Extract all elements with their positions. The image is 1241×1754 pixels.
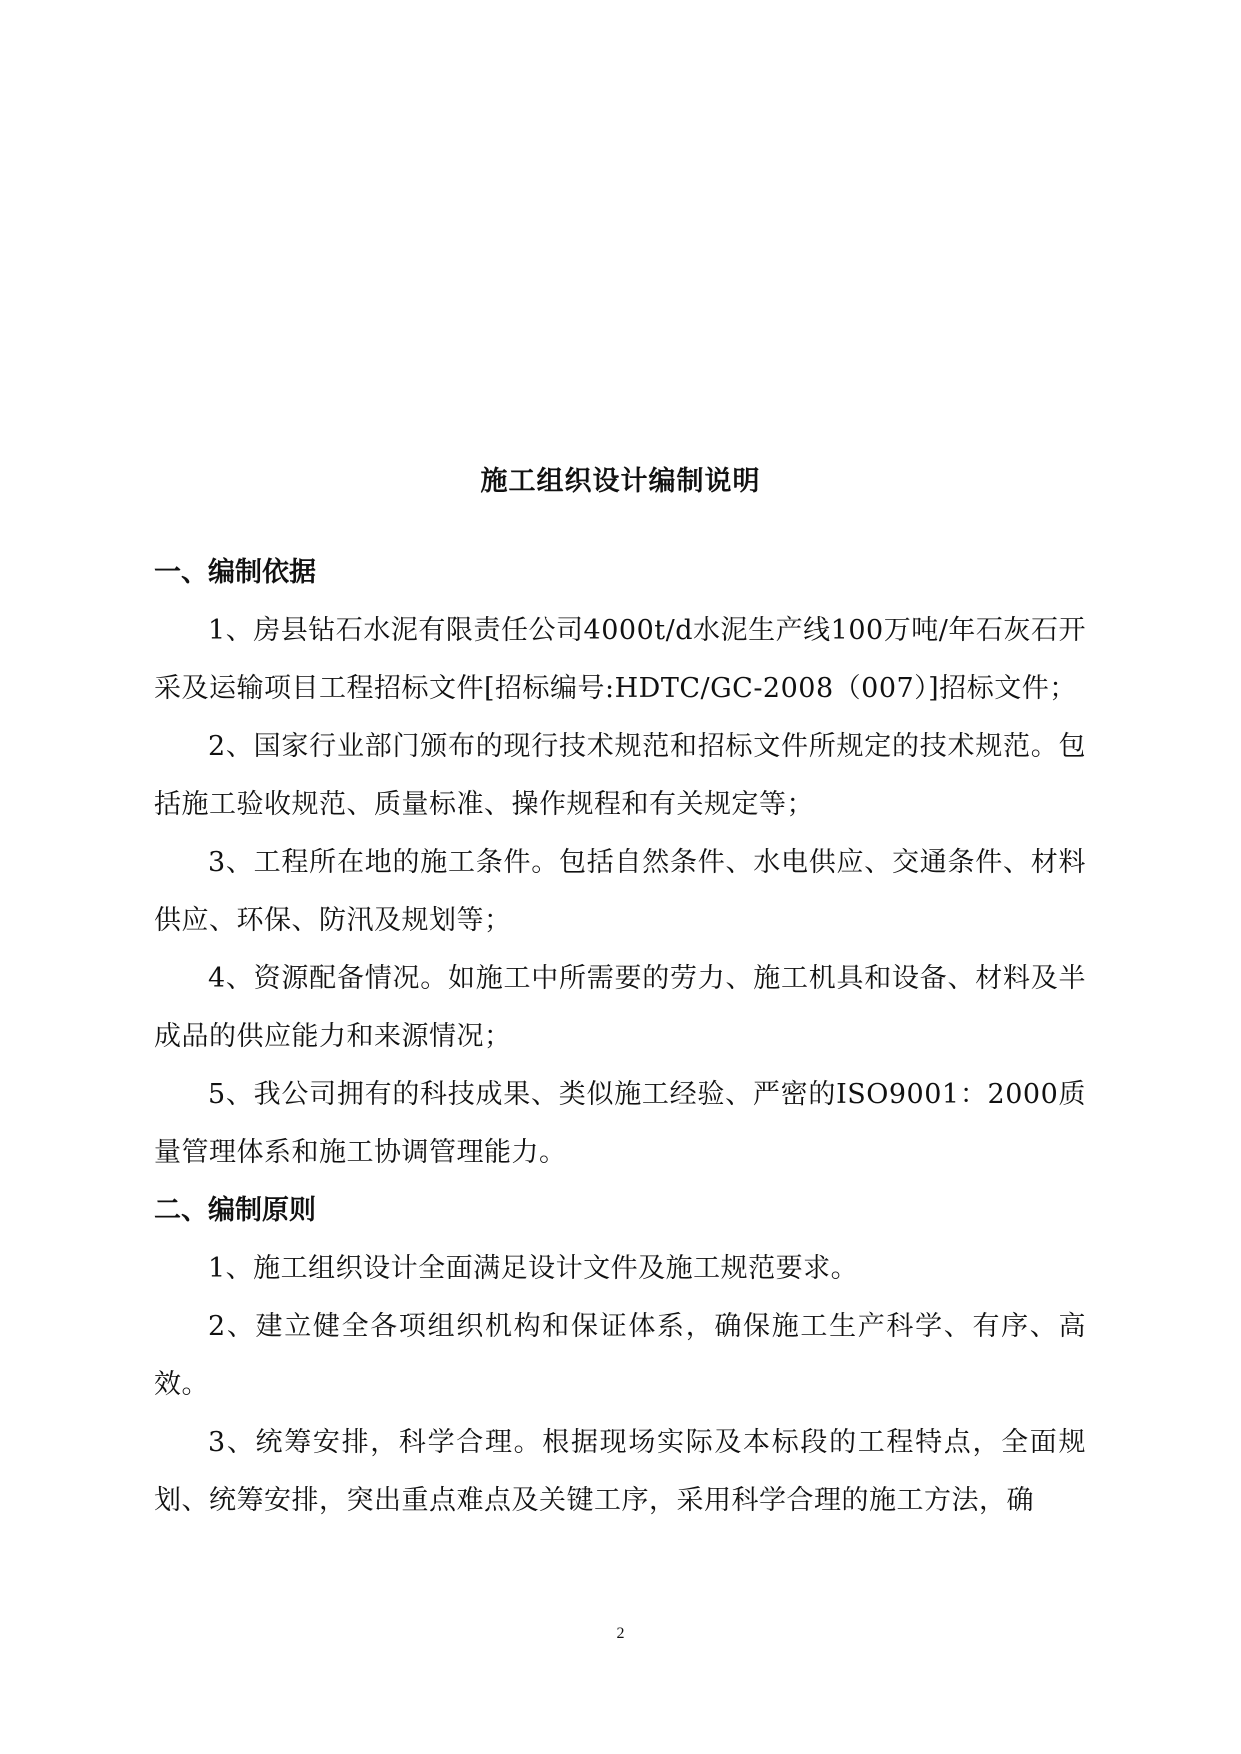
document-title: 施工组织设计编制说明 <box>480 466 761 498</box>
document-body <box>154 544 1086 1530</box>
paragraph: 4、资源配备情况。如施工中所需要的劳力、施工机具和设备、材料及半成品的供应能力和来源情况； <box>154 963 1086 1052</box>
paragraph: 2、国家行业部门颁布的现行技术规范和招标文件所规定的技术规范。包括施工验收规范、质量标准、操作规程和有关规定等； <box>154 731 1086 820</box>
section-principles <box>154 1182 1086 1530</box>
page-number: 2 <box>616 1625 625 1642</box>
paragraph: 1、施工组织设计全面满足设计文件及施工规范要求。 <box>208 1253 859 1284</box>
section-basis <box>154 544 1086 1182</box>
paragraph: 1、房县钻石水泥有限责任公司4000t/d水泥生产线100万吨/年石灰石开采及运输项目工程招标文件[招标编号:HDTC/GC-2008（007）]招标文件； <box>154 615 1086 704</box>
paragraph: 5、我公司拥有的科技成果、类似施工经验、严密的ISO9001：2000质量管理体系和施工协调管理能力。 <box>154 1079 1086 1168</box>
section-heading: 一、编制依据 <box>154 557 316 588</box>
paragraph: 3、工程所在地的施工条件。包括自然条件、水电供应、交通条件、材料供应、环保、防汛及规划等； <box>154 847 1086 936</box>
section-heading: 二、编制原则 <box>154 1195 316 1226</box>
paragraph: 3、统筹安排，科学合理。根据现场实际及本标段的工程特点，全面规划、统筹安排，突出重点难点及关键工序，采用科学合理的施工方法，确 <box>154 1427 1086 1516</box>
paragraph: 2、建立健全各项组织机构和保证体系，确保施工生产科学、有序、高效。 <box>154 1311 1086 1400</box>
